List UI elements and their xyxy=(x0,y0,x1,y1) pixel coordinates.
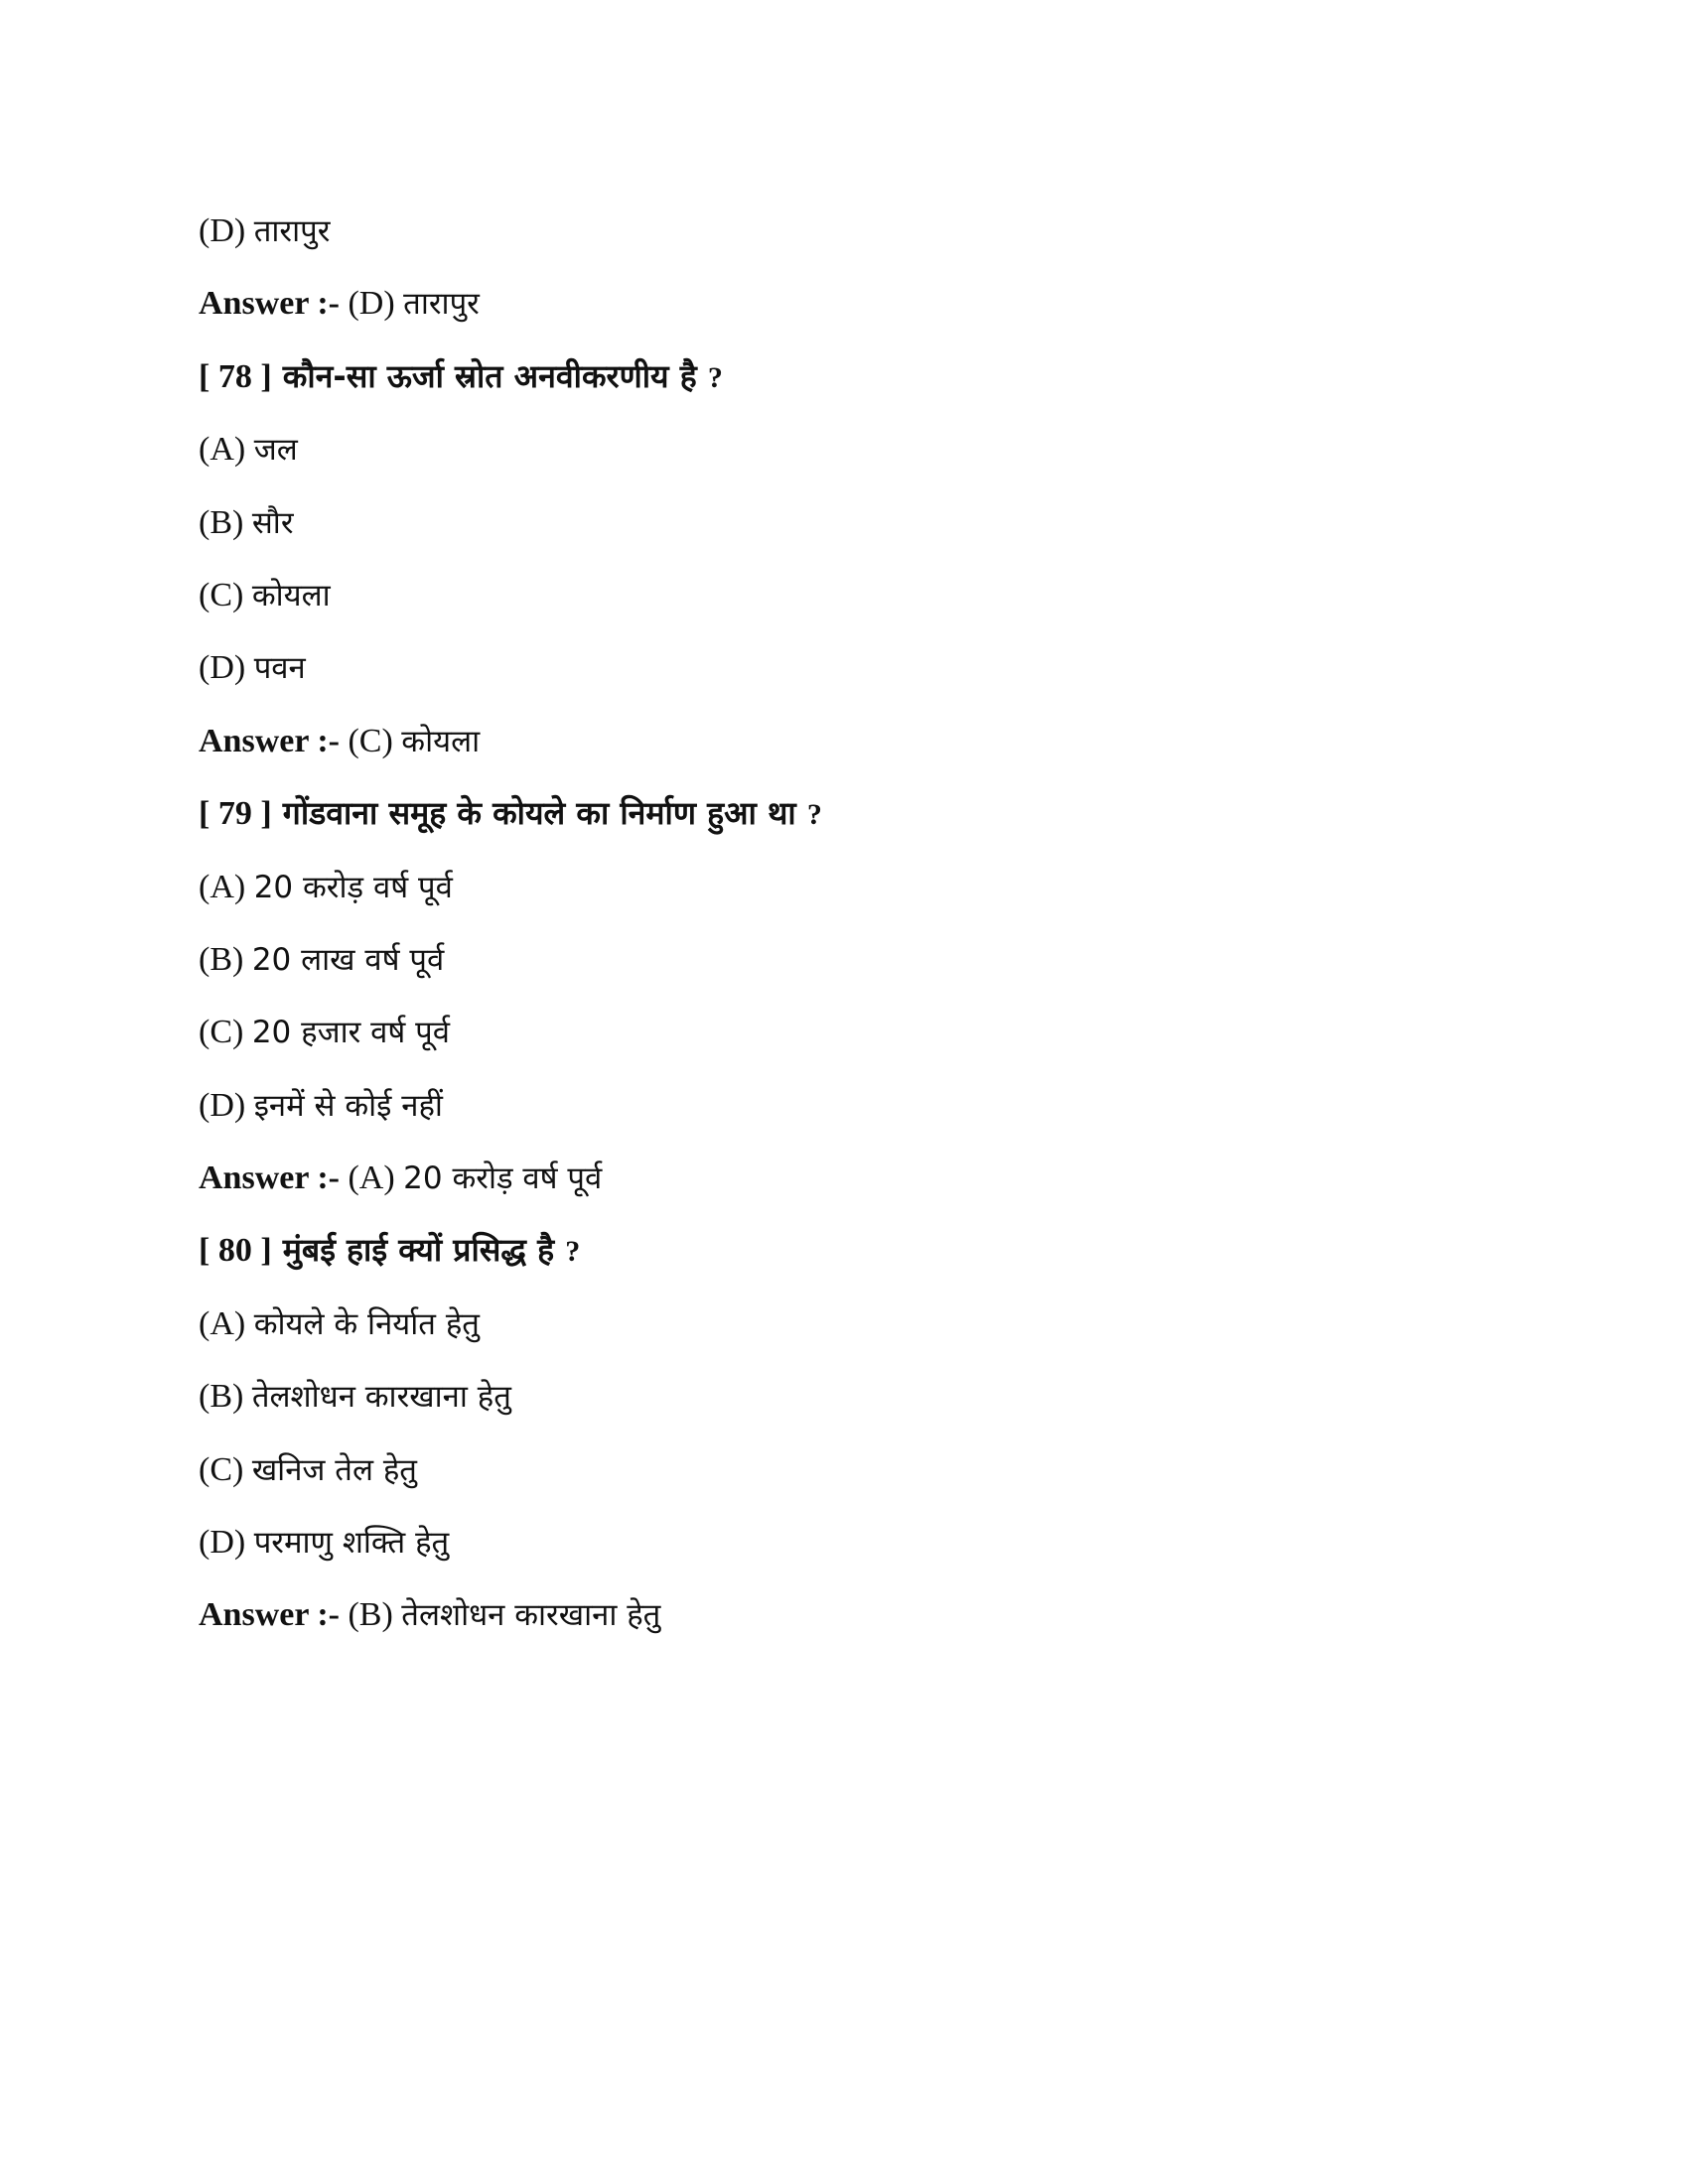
option-line xyxy=(199,631,1489,704)
option-letter: (C) xyxy=(199,1450,244,1488)
option-letter: (C) xyxy=(199,576,244,614)
answer-letter: (C) xyxy=(348,722,393,759)
option-line xyxy=(199,195,1489,267)
answer-label: Answer :- xyxy=(199,1160,340,1197)
answer-line xyxy=(199,1578,1489,1651)
answer-letter: (A) xyxy=(348,1160,395,1197)
option-letter: (B) xyxy=(199,1378,244,1416)
option-letter: (A) xyxy=(199,868,246,905)
question-text: गोंडवाना समूह के कोयले का निर्माण हुआ था xyxy=(282,794,796,833)
option-line xyxy=(199,413,1489,485)
answer-line xyxy=(199,1142,1489,1214)
option-text: तारापुर xyxy=(253,213,331,249)
option-line xyxy=(199,1506,1489,1578)
option-letter: (B) xyxy=(199,503,244,541)
question-text: मुंबई हाई क्यों प्रसिद्ध है xyxy=(282,1231,555,1270)
option-text: खनिज तेल हेतु xyxy=(251,1451,417,1488)
option-line xyxy=(199,1288,1489,1360)
question-number: [ 80 ] xyxy=(199,1232,272,1270)
option-line xyxy=(199,851,1489,923)
option-line xyxy=(199,1360,1489,1433)
question-mark: ? xyxy=(806,798,822,832)
question-mark: ? xyxy=(707,360,723,394)
option-line xyxy=(199,1433,1489,1506)
answer-line xyxy=(199,705,1489,777)
answer-letter: (B) xyxy=(348,1596,393,1634)
answer-letter: (D) xyxy=(348,285,395,323)
option-letter: (D) xyxy=(199,649,246,687)
option-line xyxy=(199,1069,1489,1142)
option-line xyxy=(199,559,1489,631)
option-text: 20 लाख वर्ष पूर्व xyxy=(251,941,445,978)
answer-text: 20 करोड़ वर्ष पूर्व xyxy=(403,1160,603,1197)
question-mark: ? xyxy=(565,1235,581,1269)
option-text: 20 करोड़ वर्ष पूर्व xyxy=(253,869,453,905)
option-text: तेलशोधन कारखाना हेतु xyxy=(251,1379,511,1416)
option-text: पवन xyxy=(253,650,306,687)
question-text: कौन-सा ऊर्जा स्रोत अनवीकरणीय है xyxy=(282,356,697,395)
document-page xyxy=(199,195,1489,1652)
question-number: [ 79 ] xyxy=(199,795,272,833)
question-80 xyxy=(199,1214,1489,1287)
option-letter: (D) xyxy=(199,1524,246,1562)
answer-text: कोयला xyxy=(401,723,481,759)
option-letter: (D) xyxy=(199,1086,246,1124)
answer-label: Answer :- xyxy=(199,1596,340,1634)
answer-label: Answer :- xyxy=(199,285,340,323)
answer-label: Answer :- xyxy=(199,722,340,759)
option-letter: (C) xyxy=(199,1014,244,1051)
option-text: परमाणु शक्ति हेतु xyxy=(253,1525,450,1562)
option-text: सौर xyxy=(251,504,294,541)
answer-text: तारापुर xyxy=(403,286,480,323)
option-text: जल xyxy=(253,432,298,469)
option-line xyxy=(199,996,1489,1068)
option-line xyxy=(199,486,1489,559)
option-letter: (A) xyxy=(199,1304,246,1342)
option-text: कोयला xyxy=(251,577,331,614)
answer-text: तेलशोधन कारखाना हेतु xyxy=(401,1597,661,1634)
option-letter: (A) xyxy=(199,431,246,469)
question-78 xyxy=(199,341,1489,413)
option-letter: (B) xyxy=(199,940,244,978)
question-number: [ 78 ] xyxy=(199,357,272,395)
option-letter: (D) xyxy=(199,212,246,249)
option-text: इनमें से कोई नहीं xyxy=(253,1087,443,1124)
option-text: कोयले के निर्यात हेतु xyxy=(253,1305,480,1342)
option-line xyxy=(199,923,1489,996)
question-79 xyxy=(199,777,1489,850)
answer-line xyxy=(199,267,1489,340)
option-text: 20 हजार वर्ष पूर्व xyxy=(251,1015,451,1051)
